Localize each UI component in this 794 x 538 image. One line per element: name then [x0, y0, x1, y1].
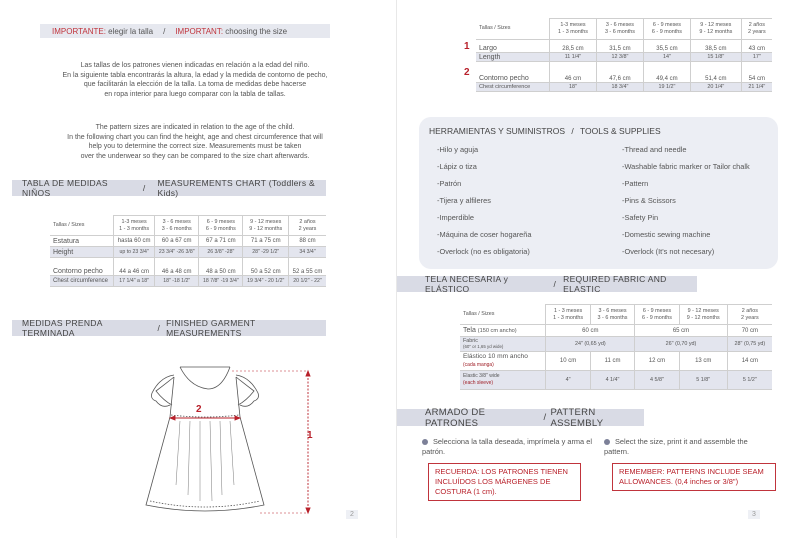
table-cell: 43 cm: [741, 40, 772, 53]
length-arrow-bottom-icon: [306, 508, 310, 513]
row-label: Largo: [476, 40, 549, 53]
bullet-es: [422, 437, 592, 457]
size-header: [114, 216, 155, 236]
size-header-es: 1-3 meses: [560, 22, 586, 28]
table-cell: 18" -18 1/2": [155, 276, 199, 287]
size-header-es: 9 - 12 meses: [250, 218, 282, 225]
table-cell: 44 a 46 cm: [114, 258, 155, 276]
table-cell: 51,4 cm: [690, 62, 741, 83]
assembly-title-sep: /: [543, 412, 547, 423]
important-en-label: IMPORTANT:: [175, 26, 224, 36]
garment-table: [476, 18, 772, 92]
table-cell: 4 5/8": [635, 371, 679, 390]
table-cell: 5 1/2": [727, 371, 772, 390]
bullet-en-text: Select the size, print it and assemble the pattern.: [604, 437, 748, 456]
table-cell: 11 cm: [590, 352, 634, 371]
garment-title-sep: /: [157, 323, 161, 333]
table-cell: 13 cm: [679, 352, 727, 371]
elastic-unit: 10 mm ancho: [487, 353, 528, 360]
table-cell: hasta 60 cm: [114, 236, 155, 247]
table-cell: 38,5 cm: [690, 40, 741, 53]
table-cell: 17 1/4" a 18": [114, 276, 155, 287]
table-cell: 20 1/2" - 22": [289, 276, 326, 287]
row-label: Chest circumference: [50, 276, 114, 287]
size-header: [155, 216, 199, 236]
tools-title: [429, 126, 661, 136]
size-header-en: 2 years: [741, 314, 759, 321]
table-row: [50, 236, 326, 247]
size-header-en: 3 - 6 months: [597, 314, 628, 321]
table-cell: up to 23 3/4": [114, 247, 155, 258]
assembly-title-en: PATTERN ASSEMBLY: [550, 406, 604, 429]
table-cell: 21 1/4": [741, 83, 772, 92]
tools-title-es: HERRAMIENTAS Y SUMINISTROS: [429, 126, 566, 136]
table-cell: 60 a 67 cm: [155, 236, 199, 247]
table-cell: 31,5 cm: [596, 40, 643, 53]
table-cell: 20 1/4": [690, 83, 741, 92]
waist-seam: [171, 415, 239, 417]
intro-en-line: over the underwear so they can be compared to the size chart afterwards.: [80, 152, 310, 160]
table-cell: 5 1/8": [679, 371, 727, 390]
table-cell: 17": [741, 53, 772, 62]
size-header: [590, 305, 634, 325]
tool-item-en: -Pattern: [622, 179, 649, 188]
fabric-label: Fabric: [463, 338, 478, 344]
tool-item-en: -Washable fabric marker or Tailor chalk: [622, 162, 750, 171]
size-header-es: 6 - 9 meses: [206, 218, 235, 225]
elastic-en-note: (each sleeve): [463, 380, 494, 386]
dim-label-2: 2: [196, 404, 202, 415]
table-cell: 10 cm: [546, 352, 590, 371]
table-cell: 28,5 cm: [549, 40, 596, 53]
fabric-bar: [397, 276, 697, 292]
table-cell: 49,4 cm: [643, 62, 690, 83]
tool-item-es: -Overlock (no es obligatoria): [437, 247, 530, 256]
size-header-es: 6 - 9 meses: [652, 22, 681, 28]
important-es-text: elegir la talla: [108, 26, 154, 36]
intro-es: [20, 61, 370, 99]
assembly-bar: [397, 406, 644, 429]
page-fold: [396, 0, 397, 538]
table-cell: 28" -29 1/2": [243, 247, 289, 258]
table-row: [460, 325, 772, 337]
row-label: Contorno pecho: [476, 62, 549, 83]
size-table: [50, 215, 326, 287]
table-row: [476, 83, 772, 92]
size-header-en: 2 years: [298, 225, 317, 232]
intro-en-line: In the following chart you can find the height, age and chest circumference that will: [67, 133, 323, 141]
bullet-en: [604, 437, 774, 457]
table-row: [476, 53, 772, 62]
fabric-table-corner: Tallas / Sizes: [460, 305, 546, 325]
garment-title-es: MEDIDAS PRENDA TERMINADA: [22, 318, 103, 338]
size-header-en: 6 - 9 months: [651, 29, 682, 35]
tool-item-es: -Imperdible: [437, 213, 474, 222]
size-header-en: 9 - 12 months: [699, 29, 733, 35]
intro-es-line: que facilitarán la elección de la talla. La toma de medidas debe hacerse: [83, 81, 307, 88]
size-header-es: 2 años: [741, 307, 758, 314]
table-row: [460, 371, 772, 390]
table-row: [50, 276, 326, 287]
intro-es-line: En la siguiente tabla encontrarás la altura, la edad y la medida de contorno de pecho,: [62, 71, 328, 79]
measurements-chart-bar: [12, 180, 326, 196]
table-cell: 26" (0,70 yd): [635, 337, 728, 352]
size-header-en: 3 - 6 months: [604, 29, 635, 35]
table-cell: 28" (0,75 yd): [727, 337, 772, 352]
table-cell: 46 cm: [549, 62, 596, 83]
dress-outline: [146, 367, 264, 511]
tool-item-es: -Tijera y alfileres: [437, 196, 491, 205]
table-cell: 24" (0,65 yd): [546, 337, 635, 352]
size-header: [679, 305, 727, 325]
size-header-es: 2 años: [299, 218, 316, 225]
row-label: [460, 352, 546, 371]
size-header-en: 9 - 12 months: [249, 225, 283, 232]
table-cell: 14": [643, 53, 690, 62]
garment-table-corner: Tallas / Sizes: [476, 19, 549, 40]
table-cell: 19 3/4" - 20 1/2": [243, 276, 289, 287]
tool-item-es: -Patrón: [437, 179, 462, 188]
table-row: [476, 62, 772, 83]
size-header: [690, 19, 741, 40]
chart-title-sep: /: [142, 183, 146, 193]
table-cell: 47,6 cm: [596, 62, 643, 83]
important-header: [40, 24, 330, 38]
intro-en: [20, 123, 370, 161]
table-cell: 4 1/4": [590, 371, 634, 390]
table-cell: 15 1/8": [690, 53, 741, 62]
tool-item-en: -Overlock (It's not necesary): [622, 247, 715, 256]
size-header-en: 3 - 6 months: [161, 225, 192, 232]
bullet-dot-icon: [604, 439, 610, 445]
elastic-note: (cada manga): [463, 362, 494, 368]
tela-unit: (150 cm ancho): [477, 328, 517, 334]
table-cell: 12 cm: [635, 352, 679, 371]
size-header-es: 3 - 6 meses: [605, 22, 635, 28]
size-header: [289, 216, 326, 236]
row-label: Contorno pecho: [50, 258, 114, 276]
intro-en-line: The pattern sizes are indicated in relation to the age of the child.: [95, 124, 295, 131]
garment-title-en: FINISHED GARMENT MEASUREMENTS: [166, 318, 256, 338]
tool-item-es: -Lápiz o tiza: [437, 162, 477, 171]
table-cell: 18": [549, 83, 596, 92]
fabric-title-sep: /: [553, 279, 557, 289]
hem-seam: [150, 501, 260, 507]
table-cell: 52 a 55 cm: [289, 258, 326, 276]
table-cell: 12 3/8": [596, 53, 643, 62]
table-cell: 88 cm: [289, 236, 326, 247]
row-label: Height: [50, 247, 114, 258]
tool-item-es: -Máquina de coser hogareña: [437, 230, 532, 239]
size-header-es: 2 años: [748, 22, 765, 28]
size-header: [199, 216, 243, 236]
row-label: [460, 337, 546, 352]
tools-panel: [419, 117, 778, 269]
tool-item-en: -Thread and needle: [622, 145, 687, 154]
dim-label-1: 1: [307, 430, 313, 441]
table-cell: 26 3/8" -28": [199, 247, 243, 258]
tool-item-es: -Hilo y aguja: [437, 145, 479, 154]
fabric-table: [460, 304, 772, 390]
row-label: [460, 325, 546, 337]
size-header-es: 9 - 12 meses: [700, 22, 732, 28]
table-row: [50, 258, 326, 276]
size-header-es: 3 - 6 meses: [162, 218, 191, 225]
size-header-es: 9 - 12 meses: [687, 307, 719, 314]
row-label: Length: [476, 53, 549, 62]
chest-arrow-right-icon: [235, 416, 240, 420]
important-en-text: choosing the size: [225, 26, 288, 36]
important-es-label: IMPORTANTE:: [52, 26, 106, 36]
table-cell: 19 1/2": [643, 83, 690, 92]
fabric-title-es: TELA NECESARIA y ELÁSTICO: [425, 274, 509, 294]
size-header: [549, 19, 596, 40]
table-row: [476, 40, 772, 53]
table-row: [460, 352, 772, 371]
size-header: [741, 19, 772, 40]
table-row: [460, 337, 772, 352]
size-header: [243, 216, 289, 236]
table-cell: 4": [546, 371, 590, 390]
reminder-es: RECUERDA: LOS PATRONES TIENEN INCLUÍDOS LOS MÁRGENES DE COSTURA (1 cm).: [428, 463, 581, 501]
tool-item-en: -Domestic sewing machine: [622, 230, 711, 239]
size-header: [546, 305, 590, 325]
table-cell: 54 cm: [741, 62, 772, 83]
table-cell: 14 cm: [727, 352, 772, 371]
tools-title-sep: /: [571, 126, 574, 136]
elastic-en-label: Elastic 3/8" wide: [463, 373, 500, 379]
page-number-left: 2: [346, 510, 358, 519]
size-header-en: 1 - 3 months: [119, 225, 150, 232]
table-cell: 18 3/4": [596, 83, 643, 92]
table-cell: 34 3/4": [289, 247, 326, 258]
size-header-es: 1-3 meses: [121, 218, 147, 225]
gathers: [176, 421, 234, 501]
important-sep: /: [163, 26, 166, 36]
size-header-es: 3 - 6 meses: [598, 307, 627, 314]
garment-measurements-bar: [12, 320, 326, 336]
size-table-corner: Tallas / Sizes: [50, 216, 114, 236]
tool-item-en: -Pins & Scissors: [622, 196, 676, 205]
chart-title-en: MEASUREMENTS CHART (Toddlers & Kids): [157, 178, 315, 198]
row-label: [460, 371, 546, 390]
size-header: [596, 19, 643, 40]
reminder-en: REMEMBER: PATTERNS INCLUDE SEAM ALLOWANCES. (0,4 inches or 3/8"): [612, 463, 776, 491]
bullet-es-text: Selecciona la talla deseada, imprímela y arma el patrón.: [422, 437, 592, 456]
table-cell: 70 cm: [727, 325, 772, 337]
table-cell: 35,5 cm: [643, 40, 690, 53]
intro-es-line: Las tallas de los patrones vienen indicadas en relación a la edad del niño.: [80, 62, 310, 69]
tool-item-en: -Safety Pin: [622, 213, 659, 222]
table-cell: 18 7/8" -19 3/4": [199, 276, 243, 287]
fabric-unit: (60" or 1,65 yd wide): [463, 344, 504, 349]
bullet-dot-icon: [422, 439, 428, 445]
table-cell: 67 a 71 cm: [199, 236, 243, 247]
tela-label: Tela: [463, 327, 476, 334]
row-label: Chest circumference: [476, 83, 549, 92]
size-header-en: 6 - 9 months: [641, 314, 672, 321]
table-row: [50, 247, 326, 258]
size-header-en: 1 - 3 months: [557, 29, 588, 35]
table-cell: 46 a 48 cm: [155, 258, 199, 276]
assembly-title-es: ARMADO DE PATRONES: [425, 406, 486, 429]
chest-arrow-left-icon: [170, 416, 175, 420]
size-header-es: 6 - 9 meses: [642, 307, 672, 314]
fabric-title-en: REQUIRED FABRIC AND ELASTIC: [563, 274, 667, 294]
size-header: [643, 19, 690, 40]
table-cell: 50 a 52 cm: [243, 258, 289, 276]
row-marker-1: 1: [464, 41, 470, 52]
table-cell: 60 cm: [546, 325, 635, 337]
table-cell: 71 a 75 cm: [243, 236, 289, 247]
row-marker-2: 2: [464, 67, 470, 78]
size-header: [727, 305, 772, 325]
size-header-es: 1 - 3 meses: [553, 307, 583, 314]
table-cell: 65 cm: [635, 325, 728, 337]
intro-es-line: en ropa interior para luego comparar con la tabla de tallas.: [104, 90, 286, 98]
intro-en-line: help you to determine the correct size. Measurements must be taken: [88, 143, 302, 150]
page-number-right: 3: [748, 510, 760, 519]
table-cell: 48 a 50 cm: [199, 258, 243, 276]
table-cell: 23 3/4" -26 3/8": [155, 247, 199, 258]
size-header-en: 2 years: [748, 29, 766, 35]
size-header: [635, 305, 679, 325]
size-header-en: 9 - 12 months: [686, 314, 720, 321]
length-arrow-top-icon: [306, 371, 310, 376]
tools-title-en: TOOLS & SUPPLIES: [580, 126, 661, 136]
size-header-en: 6 - 9 months: [205, 225, 236, 232]
chart-title-es: TABLA DE MEDIDAS NIÑOS: [22, 178, 108, 198]
table-cell: 11 1/4": [549, 53, 596, 62]
row-label: Estatura: [50, 236, 114, 247]
size-header-en: 1 - 3 months: [553, 314, 584, 321]
elastic-label: Elástico: [463, 353, 487, 360]
